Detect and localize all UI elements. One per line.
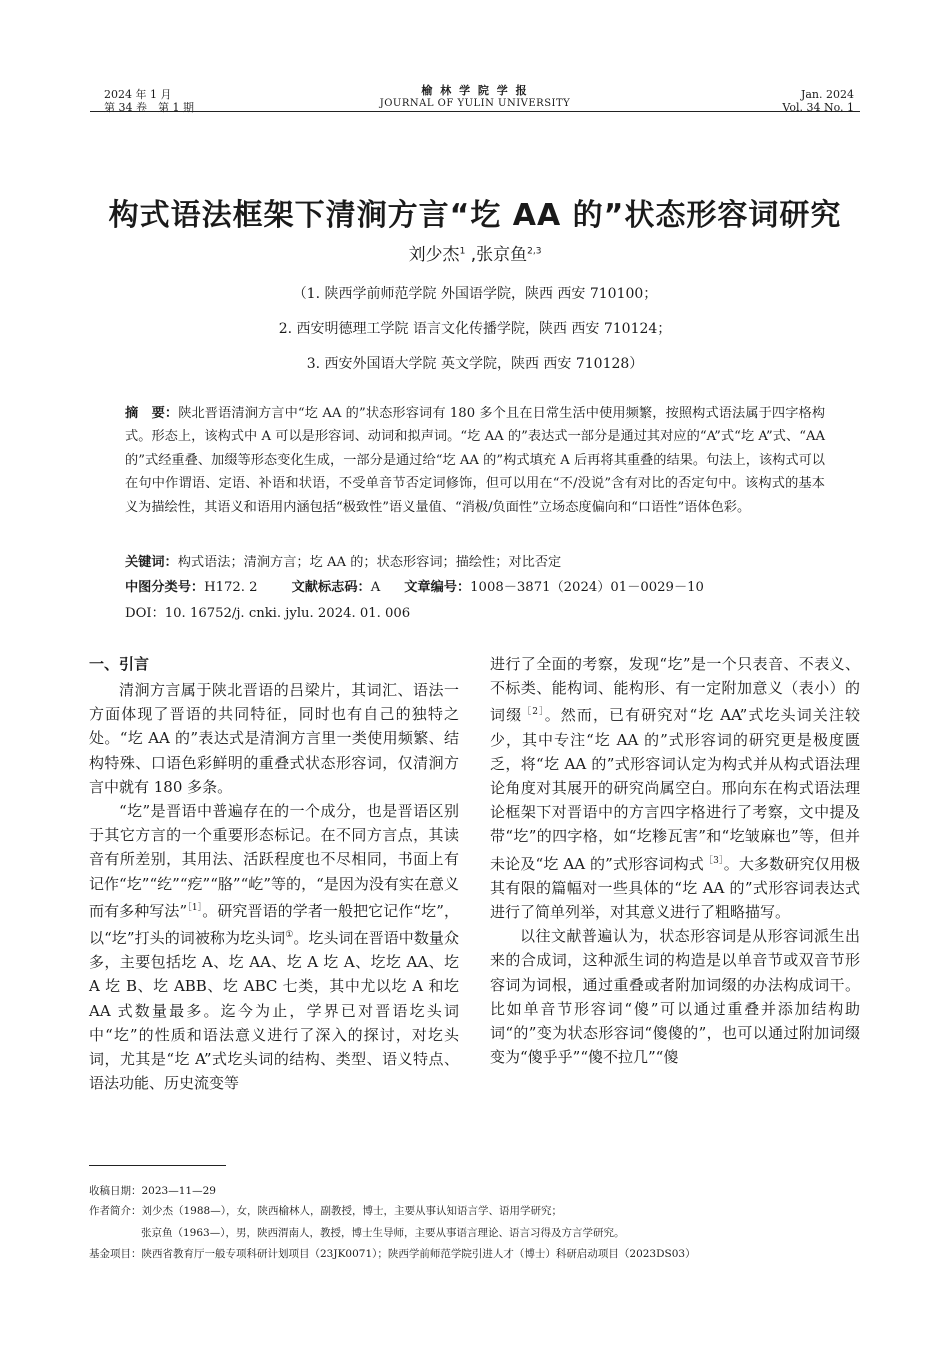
paragraph-text: 。研究晋语的学者一般把它记作“圪”，以“圪”打头的词被称为圪头词: [89, 901, 459, 948]
body-column-right: [490, 652, 860, 1069]
issue-volume-en: Vol. 34 No. 1: [782, 101, 854, 114]
author-name: 张京鱼: [476, 245, 528, 265]
journal-name-en: JOURNAL OF YULIN UNIVERSITY: [379, 98, 571, 109]
issue-date: 2024 年 1 月: [104, 88, 172, 101]
author-separator: ,: [465, 245, 477, 265]
classification-line: [125, 577, 845, 599]
citation-ref[interactable]: ［3］: [703, 855, 724, 866]
doi: DOI：10. 16752/j. cnki. jylu. 2024. 01. 006: [125, 606, 411, 621]
issue-date-en: Jan. 2024: [800, 88, 854, 101]
affiliation: 3. 西安外国语大学院 英文学院，陕西 西安 710128）: [306, 356, 644, 372]
paragraph-text: 进行了全面的考察，发现“圪”是一个只表音、不表义、不标类、能构词、能构形、有一定附加意义（表小）的词缀: [490, 655, 860, 725]
author-bio: 作者简介：刘少杰（1988—），女，陕西榆林人，副教授，博士，主要从事认知语言学、语用学研究；: [89, 1205, 562, 1217]
footnote-rule: [89, 1165, 226, 1166]
paper-title: 构式语法框架下清涧方言“圪 AA 的”状态形容词研究: [108, 198, 842, 233]
citation-ref[interactable]: ［1］: [187, 902, 203, 913]
abstract: [125, 402, 825, 519]
footnote-mark[interactable]: ①: [285, 930, 294, 941]
keywords-label: 关键词：: [125, 555, 178, 570]
author-affil-mark: 1: [459, 246, 466, 257]
received-date: 收稿日期：2023—11—29: [89, 1185, 216, 1197]
funding-info: 基金项目：陕西省教育厅一般专项科研计划项目（23JK0071）；陕西学前师范学院引进人才（博士）科研启动项目（2023DS03）: [89, 1248, 696, 1260]
paragraph: 清涧方言属于陕北晋语的吕梁片，其词汇、语法一方面体现了晋语的共同特征，同时也有自己的独特之处。“圪 AA 的”表达式是清涧方言里一类使用频繁、结构特殊、口语色彩鲜明的重叠式状态形容词，仅清涧方言中就有 180 多条。: [89, 681, 459, 796]
affiliation: （1. 陕西学前师范学院 外国语学院，陕西 西安 710100；: [292, 286, 658, 302]
keywords-text: 构式语法；清涧方言；圪 AA 的；状态形容词；描绘性；对比否定: [177, 555, 562, 570]
author-bio: 张京鱼（1963—），男，陕西渭南人，教授，博士生导师，主要从事语言理论、语言习得及方言学研究。: [141, 1227, 625, 1239]
section-heading: 一、引言: [89, 655, 150, 673]
paragraph-text: 。然而，已有研究对“圪 AA”式圪头词关注较少，其中专注“圪 AA 的”式形容词的研究更是极度匮乏，将“圪 AA 的”式形容词认定为构式并从构式语法理论角度对其展开的研究尚属空白。邢向东在构式语法理论框架下对晋语中的方言四字格进行了考察，文中提及带“圪”的四字格，如“圪糁瓦害”和“圪皱麻也”等，但并未论及“圪 AA 的”式形容词构式: [490, 706, 860, 873]
doc-code-label: 文献标志码：: [291, 580, 371, 595]
clc-value: H172. 2: [204, 580, 258, 595]
article-number-label: 文章编号：: [404, 580, 471, 595]
issue-volume: 第 34 卷 第 1 期: [104, 101, 194, 114]
keywords: [125, 552, 845, 574]
author-line: [0, 240, 950, 265]
author-name: 刘少杰: [408, 245, 460, 265]
clc-label: 中图分类号：: [125, 580, 205, 595]
paragraph: 以往文献普遍认为，状态形容词是从形容词派生出来的合成词，这种派生词的构造是以单音节或双音节形容词为词根，通过重叠或者附加词缀的办法构成词干。比如单音节形容词“傻”可以通过重叠并添加结构助词“的”变为状态形容词“傻傻的”，也可以通过附加词缀变为“傻乎乎”“傻不拉几”“傻: [490, 927, 860, 1067]
body-column-left: [89, 652, 459, 1095]
article-number-value: 1008－3871（2024）01－0029－10: [470, 580, 704, 595]
paragraph-text: “圪”是晋语中普遍存在的一个成分，也是晋语区别于其它方言的一个重要形态标记。在不同方言点，其读音有所差别，其用法、活跃程度也不尽相同，书面上有记作“圪”“纥”“疙”“胳”“屹”等的，“是因为没有实在意义而有多种写法”: [89, 802, 459, 920]
paragraph-text: 。大多数研究仅用极其有限的篇幅对一些具体的“圪 AA 的”式形容词表达式进行了简单列举，对其意义进行了粗略描写。: [490, 854, 860, 922]
doc-code-value: A: [370, 580, 381, 595]
author-affil-mark: 2,3: [527, 246, 542, 257]
abstract-text: 陕北晋语清涧方言中“圪 AA 的”状态形容词有 180 多个且在日常生活中使用频繁，按照构式语法属于四字格构式。形态上，该构式中 A 可以是形容词、动词和拟声词。“圪 AA 的”表达式一部分是通过其对应的“A”式“圪 A”式、“AA 的”式经重叠、加缀等形态变化生成，一部分是通过给“圪 AA 的”构式填充 A 后再将其重叠的结果。句法上，该构式可以在句中作谓语、定语、补语和状语，不受单音节否定词修饰，但可以用在“不/没说”含有对比的否定句中。该构式的基本义为描绘性，其语义和语用内涵包括“极致性”语义量值、“消极/负面性”立场态度偏向和“口语性”语体色彩。: [125, 406, 826, 515]
abstract-label: 摘 要：: [125, 406, 179, 421]
paragraph-text: 。圪头词在晋语中数量众多，主要包括圪 A、圪 AA、圪 A 圪 A、圪圪 AA、圪 A 圪 B、圪 ABB、圪 ABC 七类，其中尤以圪 A 和圪 AA 式数量最多。迄今为止，学界已对晋语圪头词中“圪”的性质和语法意义进行了深入的探讨，对圪头词，尤其是“圪 A”式圪头词的结构、类型、语义特点、语法功能、历史流变等: [89, 929, 459, 1093]
paragraph: [89, 799, 459, 1095]
citation-ref[interactable]: ［2］: [522, 707, 545, 718]
journal-name-cn: 榆 林 学 院 学 报: [421, 84, 529, 97]
header-rule: [90, 111, 860, 112]
affiliation: 2. 西安明德理工学院 语言文化传播学院，陕西 西安 710124；: [278, 321, 672, 337]
paragraph: [490, 652, 860, 924]
